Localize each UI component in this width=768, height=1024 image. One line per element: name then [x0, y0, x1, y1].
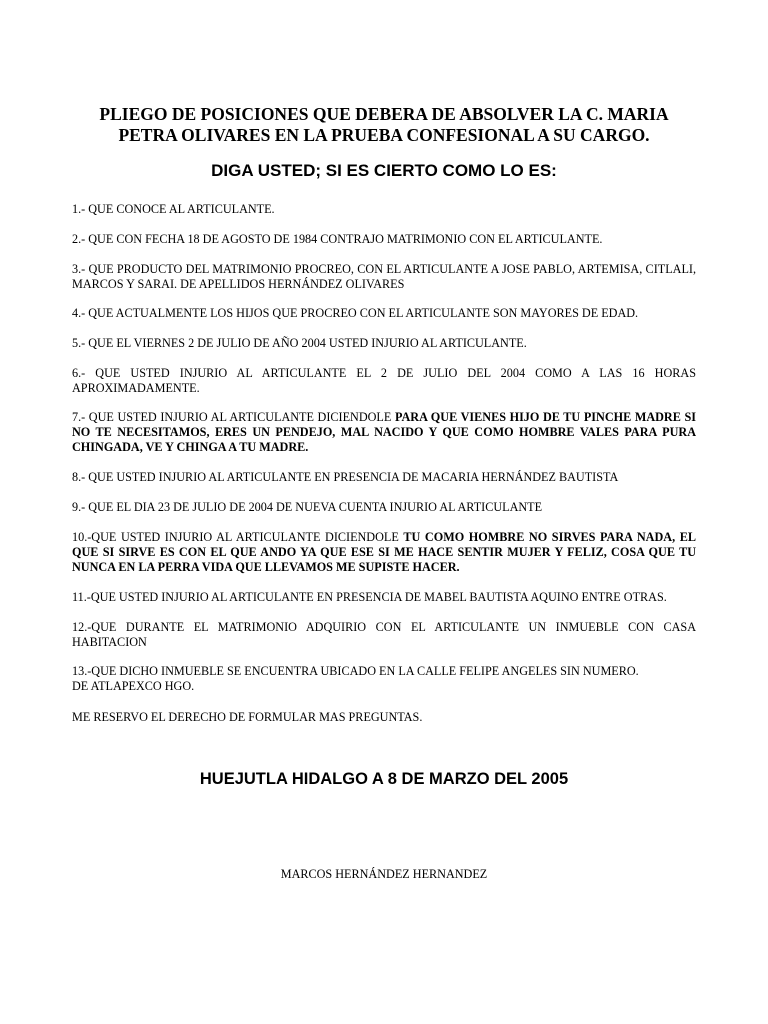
item-text: 11.-QUE USTED INJURIO AL ARTICULANTE EN PRESENCIA DE MABEL BAUTISTA AQUINO ENTRE OTRAS.: [72, 590, 667, 604]
position-item-2: [72, 232, 696, 247]
place-and-date: HUEJUTLA HIDALGO A 8 DE MARZO DEL 2005: [199, 770, 569, 788]
item-quoted-insult: PARA QUE VIENES HIJO DE TU PINCHE MADRE SI NO TE NECESITAMOS, ERES UN PENDEJO, MAL NACIDO Y QUE COMO HOMBRE VALES PARA PURA CHINGADA, VE Y CHINGA A TU MADRE.: [72, 410, 696, 454]
position-item-11: [72, 590, 696, 605]
title-line-2: PETRA OLIVARES EN LA PRUEBA CONFESIONAL A SU CARGO.: [118, 125, 650, 145]
item-text: ME RESERVO EL DERECHO DE FORMULAR MAS PREGUNTAS.: [72, 710, 423, 724]
item-text-continued: DE ATLAPEXCO HGO.: [72, 679, 195, 693]
item-text: 1.- QUE CONOCE AL ARTICULANTE.: [72, 202, 275, 216]
document-title: [90, 104, 678, 146]
title-line-1: PLIEGO DE POSICIONES QUE DEBERA DE ABSOLVER LA C. MARIA: [99, 104, 669, 124]
item-text: 8.- QUE USTED INJURIO AL ARTICULANTE EN PRESENCIA DE MACARIA HERNÁNDEZ BAUTISTA: [72, 470, 619, 484]
position-item-7: [72, 410, 696, 455]
position-item-12: [72, 620, 696, 650]
item-text: 12.-QUE DURANTE EL MATRIMONIO ADQUIRIO CON EL ARTICULANTE UN INMUEBLE CON CASA HABITACION: [72, 620, 696, 649]
position-item-6: [72, 366, 696, 396]
item-text: 5.- QUE EL VIERNES 2 DE JULIO DE AÑO 2004 USTED INJURIO AL ARTICULANTE.: [72, 336, 527, 350]
item-text: 9.- QUE EL DIA 23 DE JULIO DE 2004 DE NUEVA CUENTA INJURIO AL ARTICULANTE: [72, 500, 543, 514]
item-text: 10.-QUE USTED INJURIO AL ARTICULANTE DICIENDOLE: [72, 530, 404, 544]
position-item-8: [72, 470, 696, 485]
item-text: 2.- QUE CON FECHA 18 DE AGOSTO DE 1984 CONTRAJO MATRIMONIO CON EL ARTICULANTE.: [72, 232, 603, 246]
position-item-10: [72, 530, 696, 575]
position-item-3: [72, 262, 696, 292]
item-text: 4.- QUE ACTUALMENTE LOS HIJOS QUE PROCREO CON EL ARTICULANTE SON MAYORES DE EDAD.: [72, 306, 639, 320]
document-subtitle: DIGA USTED; SI ES CIERTO COMO LO ES:: [211, 161, 557, 180]
position-item-5: [72, 336, 696, 351]
item-text: 7.- QUE USTED INJURIO AL ARTICULANTE DICIENDOLE: [72, 410, 395, 424]
position-item-13: [72, 664, 696, 694]
item-text: 6.- QUE USTED INJURIO AL ARTICULANTE EL 2 DE JULIO DEL 2004 COMO A LAS 16 HORAS APROXIMADAMENTE.: [72, 366, 696, 395]
position-item-9: [72, 500, 696, 515]
position-item-4: [72, 306, 696, 321]
closing-statement: [72, 710, 696, 725]
item-text: 13.-QUE DICHO INMUEBLE SE ENCUENTRA UBICADO EN LA CALLE FELIPE ANGELES SIN NUMERO.: [72, 664, 639, 678]
signature-name: MARCOS HERNÁNDEZ HERNANDEZ: [280, 867, 488, 881]
item-quoted-insult: TU COMO HOMBRE NO SIRVES PARA NADA, EL QUE SI SIRVE ES CON EL QUE ANDO YA QUE ESE SI ME HACE SENTIR MUJER Y FELIZ, COSA QUE TU NUNCA EN LA PERRA VIDA QUE LLEVAMOS ME SUPISTE HACER.: [72, 530, 696, 574]
item-text: 3.- QUE PRODUCTO DEL MATRIMONIO PROCREO, CON EL ARTICULANTE A JOSE PABLO, ARTEMISA, CITLALI, MARCOS Y SARAI. DE APELLIDOS HERNÁNDEZ OLIVARES: [72, 262, 696, 291]
position-item-1: [72, 202, 696, 217]
